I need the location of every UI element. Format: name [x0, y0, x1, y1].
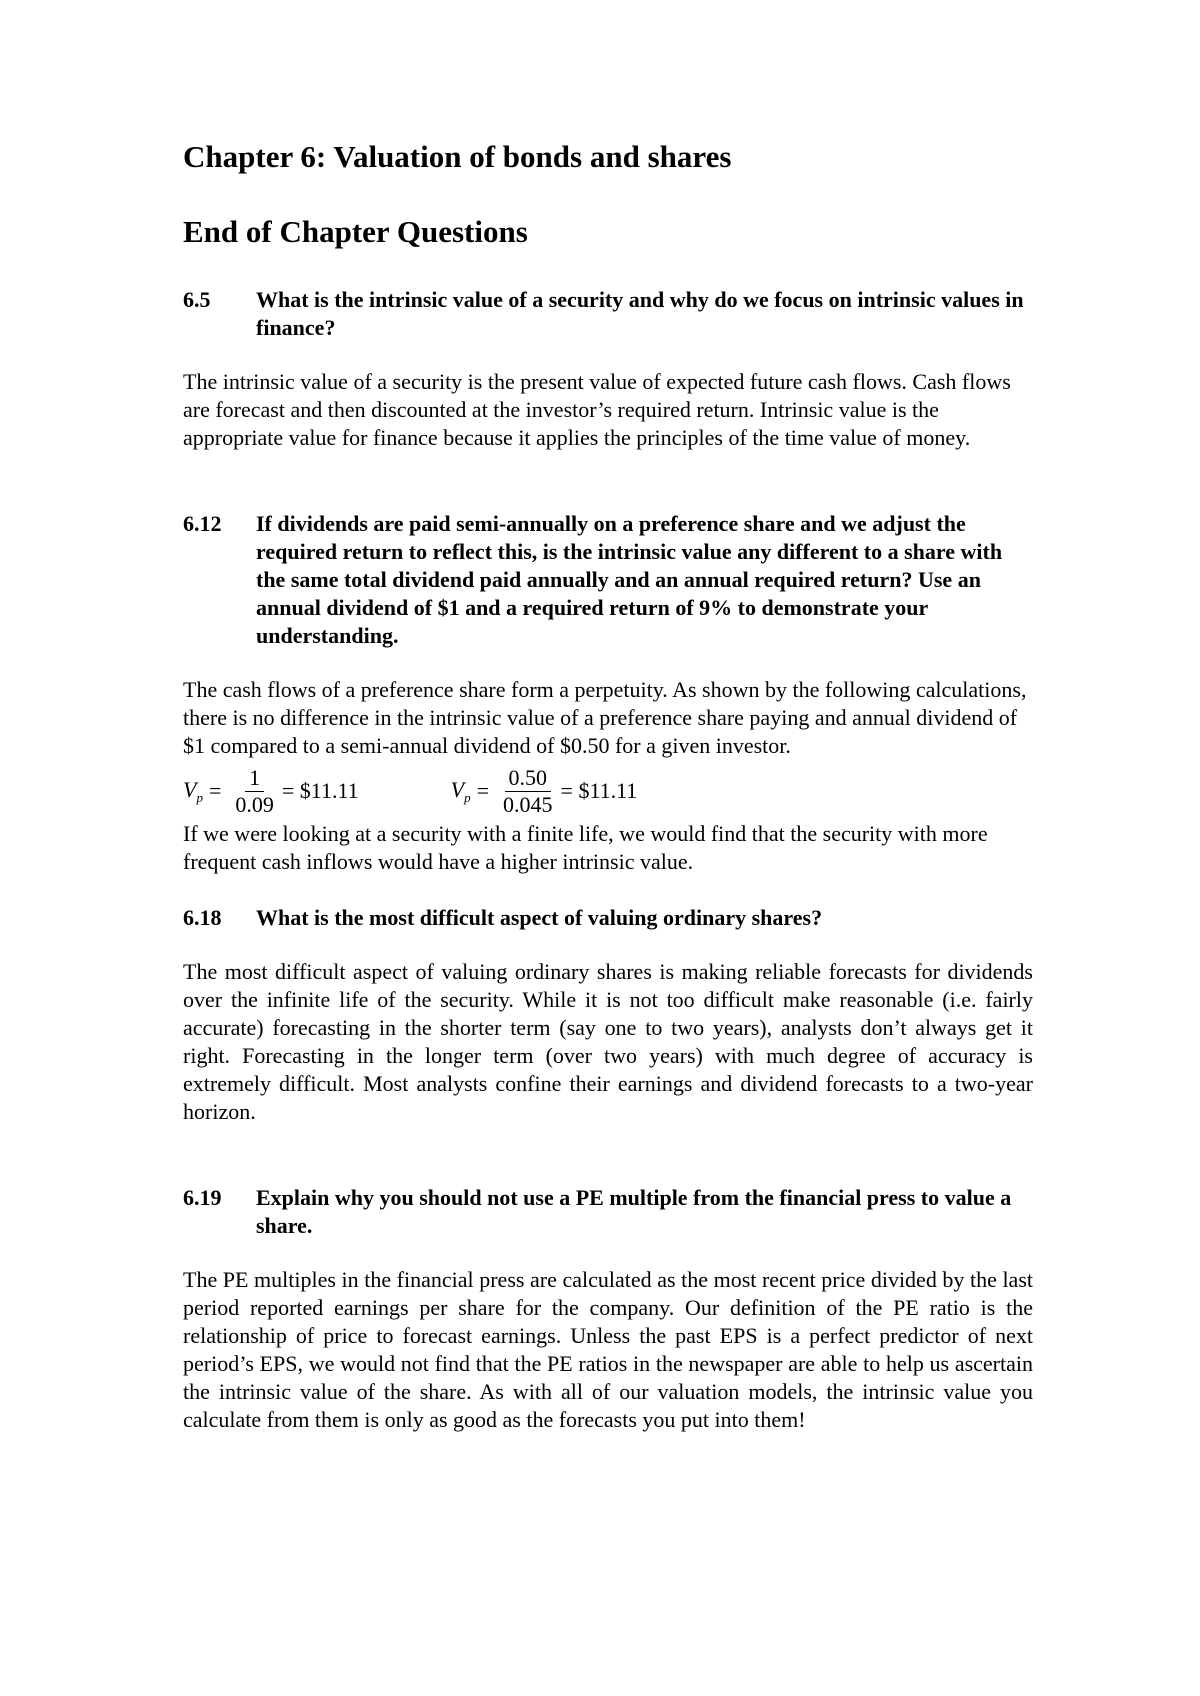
question-6-5	[183, 286, 1033, 342]
formula-symbol: $V_p$	[450, 776, 471, 805]
fraction-denominator: 0.09	[235, 791, 274, 817]
formula-result: = $11.11	[560, 778, 638, 804]
equals-sign: =	[476, 778, 490, 804]
answer-6-12-continued: If we were looking at a security with a finite life, we would find that the security with more frequent cash inflows would have a higher intrinsic value.	[183, 821, 988, 875]
section-heading: End of Chapter Questions	[183, 214, 528, 250]
question-text: If dividends are paid semi-annually on a preference share and we adjust the required return to reflect this, is the intrinsic value any different to a share with the same total dividend paid annually and an annual required return? Use an annual dividend of $1 and a required return of 9% to demonstrate your understanding.	[256, 511, 1003, 649]
question-number: 6.5	[183, 287, 211, 313]
fraction-numerator: 1	[245, 765, 264, 792]
formula-annual	[183, 765, 359, 818]
answer-6-19: The PE multiples in the financial press are calculated as the most recent price divided by the last period reported earnings per share for the company. Our definition of the PE ratio is the relationship of price to forecast earnings. Unless the past EPS is a perfect predictor of next period’s EPS, we would not find that the PE ratios in the newspaper are able to help us ascertain the intrinsic value of the share. As with all of our valuation models, the intrinsic value you calculate from them is only as good as the forecasts you put into them!	[183, 1267, 1033, 1433]
formula-symbol: $V_p$	[183, 776, 203, 805]
question-number: 6.12	[183, 511, 222, 537]
fraction-numerator: 0.50	[505, 765, 552, 792]
document-page	[183, 138, 1033, 1434]
answer-6-18: The most difficult aspect of valuing ordinary shares is making reliable forecasts for dividends over the infinite life of the security. While it is not too difficult make reasonable (i.e. fairly accurate) forecasting in the shorter term (say one to two years), analysts don’t always get it right. Forecasting in the longer term (over two years) with much degree of accuracy is extremely difficult. Most analysts confine their earnings and dividend forecasts to a two-year horizon.	[183, 959, 1033, 1125]
fraction	[231, 765, 278, 818]
formula-semi-annual	[451, 765, 638, 818]
question-6-19	[183, 1184, 1033, 1240]
fraction-denominator: 0.045	[503, 791, 553, 817]
question-6-12	[183, 510, 1033, 650]
fraction	[499, 765, 557, 818]
chapter-title: Chapter 6: Valuation of bonds and shares	[183, 139, 732, 174]
equals-sign: =	[208, 778, 222, 804]
formula-row	[183, 762, 1033, 820]
question-number: 6.19	[183, 1185, 222, 1211]
answer-6-5: The intrinsic value of a security is the present value of expected future cash flows. Cash flows are forecast and then discounted at the investor’s required return. Intrinsic value is the appropriate value for finance because it applies the principles of the time value of money.	[183, 369, 1011, 451]
question-text: What is the most difficult aspect of valuing ordinary shares?	[256, 905, 823, 931]
question-6-18	[183, 904, 1033, 932]
formula-result: = $11.11	[281, 778, 359, 804]
question-number: 6.18	[183, 905, 222, 931]
question-text: What is the intrinsic value of a security and why do we focus on intrinsic values in finance?	[256, 287, 1024, 341]
question-text: Explain why you should not use a PE multiple from the financial press to value a share.	[256, 1185, 1012, 1239]
answer-6-12: The cash flows of a preference share form a perpetuity. As shown by the following calculations, there is no difference in the intrinsic value of a preference share paying and annual dividend of $1 compared to a semi-annual dividend of $0.50 for a given investor.	[183, 677, 1027, 759]
